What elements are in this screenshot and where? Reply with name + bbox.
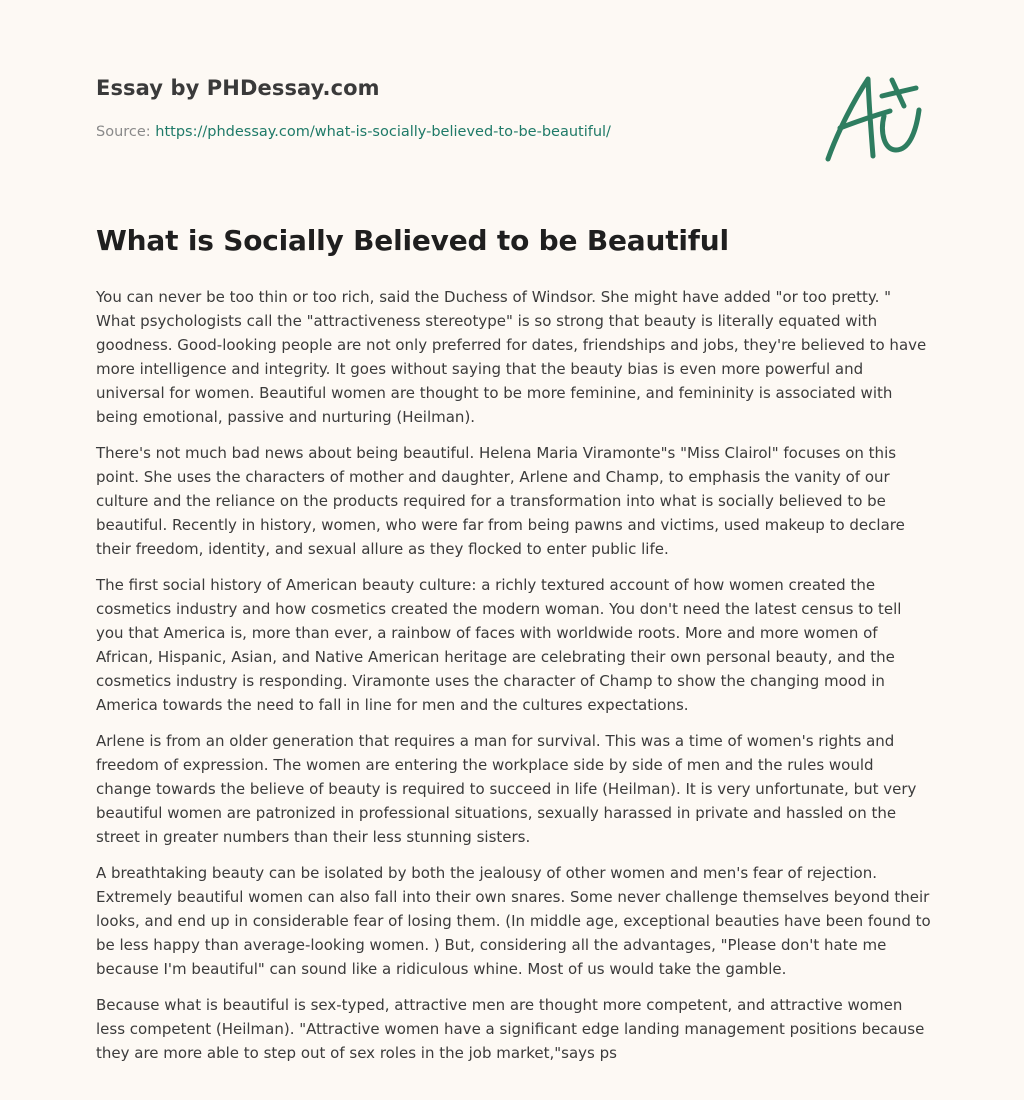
- essay-paragraph: Arlene is from an older generation that requires a man for survival. This was a time of women's rights and freedom of expression. The women are entering the workplace side by side of men and the rules would change towards the believe of beauty is required to succeed in life (Heilman). It is very unfortunate, but very beautiful women are patronized in professional situations, sexually harassed in private and hassled on the street in greater numbers than their less stunning sisters.: [96, 732, 917, 846]
- source-label: Source:: [96, 124, 151, 140]
- essay-paragraph: The first social history of American beauty culture: a richly textured account of how women created the cosmetics industry and how cosmetics created the modern woman. You don't need the latest census to tell you that America is, more than ever, a rainbow of faces with worldwide roots. More and more women of African, Hispanic, Asian, and Native American heritage are celebrating their own personal beauty, and the cosmetics industry is responding. Viramonte uses the character of Champ to show the changing mood in America towards the need to fall in line for men and the cultures expectations.: [96, 576, 902, 714]
- essay-body: [96, 285, 932, 1077]
- source-line: [96, 124, 611, 140]
- site-brand: Essay by PHDessay.com: [96, 76, 380, 100]
- essay-title: What is Socially Believed to be Beautiful: [96, 224, 729, 257]
- essay-paragraph: You can never be too thin or too rich, said the Duchess of Windsor. She might have added "or too pretty. " What psychologists call the "attractiveness stereotype" is so strong that beauty is literally equated with goodness. Good-looking people are not only preferred for dates, friendships and jobs, they're believed to have more intelligence and integrity. It goes without saying that the beauty bias is even more powerful and universal for women. Beautiful women are thought to be more feminine, and femininity is associated with being emotional, passive and nurturing (Heilman).: [96, 288, 927, 426]
- essay-paragraph: A breathtaking beauty can be isolated by both the jealousy of other women and men's fear of rejection. Extremely beautiful women can also fall into their own snares. Some never challenge themselves beyond their looks, and end up in considerable fear of losing them. (In middle age, exceptional beauties have been found to be less happy than average-looking women. ) But, considering all the advantages, "Please don't hate me because I'm beautiful" can sound like a ridiculous whine. Most of us would take the gamble.: [96, 864, 931, 978]
- essay-paragraph: There's not much bad news about being beautiful. Helena Maria Viramonte"s "Miss Clairol" focuses on this point. She uses the characters of mother and daughter, Arlene and Champ, to emphasis the vanity of our culture and the reliance on the products required for a transformation into what is socially believed to be beautiful. Recently in history, women, who were far from being pawns and victims, used makeup to declare their freedom, identity, and sexual allure as they flocked to enter public life.: [96, 444, 905, 558]
- essay-paragraph: Because what is beautiful is sex-typed, attractive men are thought more competent, and attractive women less competent (Heilman). "Attractive women have a significant edge landing management positions because they are more able to step out of sex roles in the job market,"says ps: [96, 996, 925, 1062]
- a-plus-grade-logo-icon: [818, 66, 930, 166]
- source-link[interactable]: https://phdessay.com/what-is-socially-believed-to-be-beautiful/: [155, 124, 611, 140]
